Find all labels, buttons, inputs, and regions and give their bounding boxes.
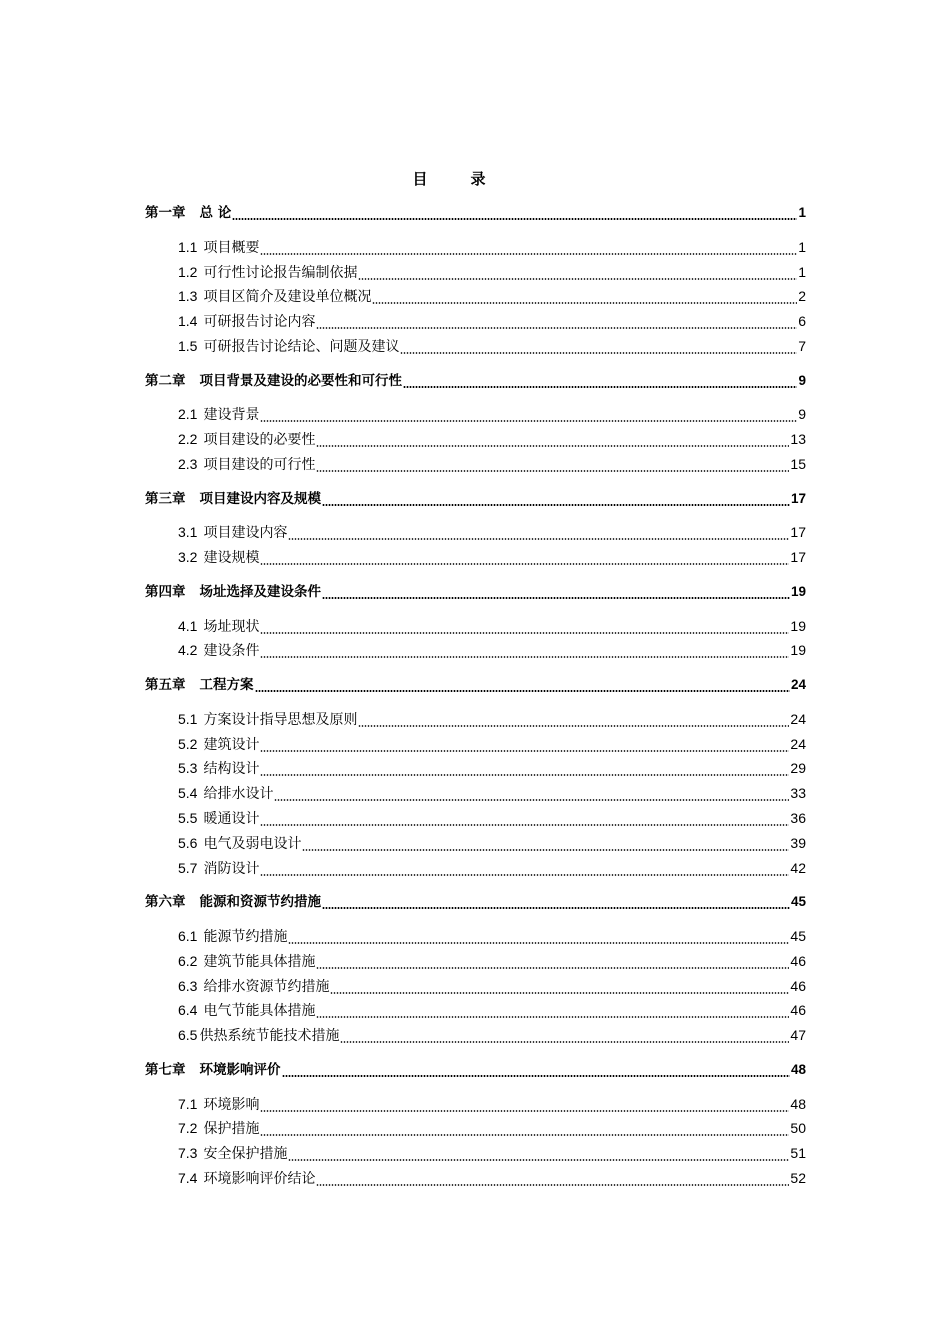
toc-dot-leader xyxy=(322,597,790,599)
toc-entry-title: 可研报告讨论结论、问题及建议 xyxy=(203,339,400,355)
toc-section-entry[interactable] xyxy=(178,1117,806,1139)
toc-entry-title: 消防设计 xyxy=(203,860,260,877)
toc-dot-leader xyxy=(400,352,797,354)
toc-section-entry[interactable] xyxy=(178,1093,806,1115)
toc-dot-leader xyxy=(302,849,789,851)
toc-section-entry[interactable] xyxy=(178,453,806,475)
toc-entry-number: 2.2 xyxy=(178,431,198,448)
toc-entry-title: 建设背景 xyxy=(203,407,260,424)
toc-dot-leader xyxy=(260,632,789,634)
toc-chapter-entry[interactable] xyxy=(145,674,806,696)
toc-entry-number: 7.1 xyxy=(178,1095,198,1112)
toc-dot-leader xyxy=(330,992,789,994)
toc-entry-title: 场址现状 xyxy=(203,618,260,635)
toc-entry-number: 5.4 xyxy=(178,785,198,802)
toc-chapter-entry[interactable] xyxy=(145,891,806,913)
toc-section-entry[interactable] xyxy=(178,615,806,637)
toc-section-entry[interactable] xyxy=(178,1142,806,1164)
toc-entry-title: 建设规模 xyxy=(203,550,260,567)
toc-dot-leader xyxy=(232,218,797,220)
toc-page-number: 19 xyxy=(790,583,806,599)
toc-dot-leader xyxy=(403,386,797,388)
toc-entry-title: 电气节能具体措施 xyxy=(203,1003,316,1020)
toc-section-entry[interactable] xyxy=(178,950,806,972)
toc-chapter-entry[interactable] xyxy=(145,581,806,603)
toc-section-entry[interactable] xyxy=(178,639,806,661)
toc-dot-leader xyxy=(260,1110,789,1112)
toc-entry-number: 第五章 xyxy=(145,677,186,693)
toc-page-number: 19 xyxy=(790,642,806,659)
toc-entry-title: 项目区简介及建设单位概况 xyxy=(203,289,372,306)
toc-page-number: 19 xyxy=(790,617,806,634)
toc-page-number: 46 xyxy=(790,1002,806,1019)
toc-page-number: 13 xyxy=(790,431,806,448)
toc-dot-leader xyxy=(260,774,789,776)
toc-dot-leader xyxy=(288,1159,789,1161)
toc-entry-title: 建设条件 xyxy=(203,643,260,660)
toc-entry-title: 环境影响评价 xyxy=(199,1061,281,1078)
toc-entry-number: 第三章 xyxy=(145,490,186,507)
toc-entry-number: 6.4 xyxy=(178,1002,198,1019)
toc-entry-number: 2.3 xyxy=(178,456,198,472)
toc-dot-leader xyxy=(260,874,789,876)
toc-section-entry[interactable] xyxy=(178,832,806,854)
toc-dot-leader xyxy=(260,656,789,658)
toc-section-entry[interactable] xyxy=(178,1167,806,1189)
toc-page-number: 1 xyxy=(798,205,806,220)
toc-entry-title: 可行性讨论报告编制依据 xyxy=(203,264,358,281)
toc-entry-number: 6.3 xyxy=(178,977,198,994)
toc-page-number: 52 xyxy=(790,1170,806,1186)
toc-section-entry[interactable] xyxy=(178,521,806,543)
toc-entry-number: 5.3 xyxy=(178,760,198,777)
toc-entry-number: 5.5 xyxy=(178,810,198,826)
toc-page-number: 42 xyxy=(790,859,806,876)
toc-page-number: 9 xyxy=(798,372,806,388)
toc-entry-number: 6.5 xyxy=(178,1027,198,1044)
toc-dot-leader xyxy=(260,253,797,255)
toc-page-number: 9 xyxy=(798,406,806,423)
toc-page-number: 48 xyxy=(790,1061,806,1077)
toc-page-number: 17 xyxy=(790,524,806,541)
toc-dot-leader xyxy=(358,278,797,280)
toc-entry-number: 1.3 xyxy=(178,288,198,305)
toc-entry-number: 5.6 xyxy=(178,834,198,851)
toc-page-number: 46 xyxy=(790,977,806,994)
toc-dot-leader xyxy=(322,907,790,909)
toc-entry-number: 5.7 xyxy=(178,859,198,876)
toc-entry-title: 项目建设内容 xyxy=(203,525,288,542)
toc-page-number: 29 xyxy=(790,760,806,777)
toc-section-entry[interactable] xyxy=(178,285,806,307)
toc-entry-number: 1.1 xyxy=(178,238,198,255)
toc-dot-leader xyxy=(322,504,790,506)
toc-page-number: 48 xyxy=(790,1095,806,1112)
toc-section-entry[interactable] xyxy=(178,428,806,450)
toc-section-entry[interactable] xyxy=(178,236,806,258)
toc-page-number: 45 xyxy=(790,894,806,910)
toc-entry-number: 第四章 xyxy=(145,583,186,600)
toc-dot-leader xyxy=(316,1184,789,1186)
toc-dot-leader xyxy=(288,538,789,540)
toc-page-number: 46 xyxy=(790,952,806,969)
toc-dot-leader xyxy=(255,690,790,692)
toc-entry-title: 项目建设的可行性 xyxy=(203,457,316,473)
toc-page-number: 33 xyxy=(790,785,806,802)
toc-page-number: 45 xyxy=(790,928,806,944)
toc-dot-leader xyxy=(316,1016,789,1018)
toc-entry-title: 环境影响 xyxy=(203,1096,260,1113)
toc-dot-leader xyxy=(316,445,789,447)
toc-entry-number: 第二章 xyxy=(145,372,186,389)
toc-chapter-entry[interactable] xyxy=(145,202,806,224)
toc-section-entry[interactable] xyxy=(178,857,806,879)
toc-section-entry[interactable] xyxy=(178,1024,806,1046)
toc-dot-leader xyxy=(316,967,789,969)
toc-entry-title: 给排水资源节约措施 xyxy=(203,978,330,995)
toc-page-number: 17 xyxy=(790,549,806,566)
toc-chapter-entry[interactable] xyxy=(145,488,806,510)
toc-entry-title: 暖通设计 xyxy=(203,811,260,827)
toc-section-entry[interactable] xyxy=(178,807,806,829)
toc-entry-number: 1.5 xyxy=(178,338,198,354)
toc-section-entry[interactable] xyxy=(178,975,806,997)
toc-page-number: 24 xyxy=(790,710,806,727)
toc-entry-title: 保护措施 xyxy=(203,1121,260,1138)
toc-page-number: 50 xyxy=(790,1120,806,1137)
toc-entry-number: 5.2 xyxy=(178,735,198,752)
toc-dot-leader xyxy=(282,1075,790,1077)
toc-section-entry[interactable] xyxy=(178,733,806,755)
toc-entry-number: 1.2 xyxy=(178,263,198,280)
toc-page-number: 1 xyxy=(798,238,806,255)
toc-section-entry[interactable] xyxy=(178,925,806,947)
toc-page-number: 36 xyxy=(790,810,806,826)
toc-dot-leader xyxy=(260,420,797,422)
toc-entry-number: 6.1 xyxy=(178,928,198,944)
toc-entry-title: 项目概要 xyxy=(203,239,260,256)
toc-entry-number: 1.4 xyxy=(178,313,198,330)
toc-page-number: 51 xyxy=(790,1145,806,1162)
toc-entry-number: 4.1 xyxy=(178,617,198,634)
toc-chapter-entry[interactable] xyxy=(145,1059,806,1081)
toc-dot-leader xyxy=(260,1134,789,1136)
toc-dot-leader xyxy=(274,799,789,801)
toc-dot-leader xyxy=(340,1041,789,1043)
toc-entry-title: 可研报告讨论内容 xyxy=(203,314,316,331)
toc-entry-title: 结构设计 xyxy=(203,761,260,778)
toc-dot-leader xyxy=(372,302,797,304)
toc-page-number: 17 xyxy=(790,490,806,506)
toc-entry-number: 3.2 xyxy=(178,549,198,566)
toc-section-entry[interactable] xyxy=(178,335,806,357)
toc-entry-number: 7.2 xyxy=(178,1120,198,1137)
toc-dot-leader xyxy=(316,327,797,329)
toc-entry-number: 第一章 xyxy=(145,205,186,221)
toc-entry-title: 给排水设计 xyxy=(203,786,274,803)
toc-page-number: 6 xyxy=(798,313,806,330)
toc-entry-number: 第六章 xyxy=(145,894,186,911)
toc-section-entry[interactable] xyxy=(178,310,806,332)
toc-dot-leader xyxy=(260,563,789,565)
toc-dot-leader xyxy=(260,824,789,826)
toc-page-number: 24 xyxy=(790,735,806,752)
toc-entry-number: 6.2 xyxy=(178,952,198,969)
toc-entry-title: 建筑设计 xyxy=(203,736,260,753)
toc-entry-title: 项目建设内容及规模 xyxy=(199,490,321,507)
toc-entry-title: 方案设计指导思想及原则 xyxy=(203,711,358,728)
toc-page-number: 15 xyxy=(790,456,806,472)
toc-entry-title: 工程方案 xyxy=(199,677,254,693)
toc-entry-title: 电气及弱电设计 xyxy=(203,835,302,852)
toc-section-entry[interactable] xyxy=(178,403,806,425)
toc-dot-leader xyxy=(288,942,789,944)
toc-entry-number: 4.2 xyxy=(178,642,198,659)
toc-entry-number: 3.1 xyxy=(178,524,198,541)
toc-entry-number: 5.1 xyxy=(178,710,198,727)
toc-page-number: 39 xyxy=(790,834,806,851)
toc-dot-leader xyxy=(316,470,789,472)
toc-section-entry[interactable] xyxy=(178,708,806,730)
toc-entry-title: 总 论 xyxy=(199,205,232,221)
toc-section-entry[interactable] xyxy=(178,546,806,568)
toc-section-entry[interactable] xyxy=(178,782,806,804)
toc-page-number: 1 xyxy=(798,263,806,280)
toc-dot-leader xyxy=(358,725,789,727)
toc-dot-leader xyxy=(260,750,789,752)
toc-page-number: 47 xyxy=(790,1027,806,1044)
toc-title: 目 录 xyxy=(412,170,500,188)
toc-entry-title: 建筑节能具体措施 xyxy=(203,953,316,970)
toc-section-entry[interactable] xyxy=(178,757,806,779)
toc-section-entry[interactable] xyxy=(178,261,806,283)
toc-chapter-entry[interactable] xyxy=(145,370,806,392)
toc-entry-number: 2.1 xyxy=(178,406,198,423)
toc-entry-title: 能源节约措施 xyxy=(203,929,288,945)
toc-page-number: 7 xyxy=(798,338,806,354)
toc-entry-title: 能源和资源节约措施 xyxy=(199,894,321,911)
toc-section-entry[interactable] xyxy=(178,999,806,1021)
toc-page-number: 2 xyxy=(798,288,806,305)
toc-entry-number: 7.4 xyxy=(178,1170,198,1186)
toc-entry-title: 项目背景及建设的必要性和可行性 xyxy=(199,372,402,389)
toc-entry-title: 环境影响评价结论 xyxy=(203,1171,316,1187)
toc-entry-title: 场址选择及建设条件 xyxy=(199,583,321,600)
toc-entry-title: 项目建设的必要性 xyxy=(203,432,316,449)
toc-entry-number: 7.3 xyxy=(178,1145,198,1162)
toc-entry-title: 安全保护措施 xyxy=(203,1146,288,1163)
toc-entry-number: 第七章 xyxy=(145,1061,186,1078)
toc-entry-title: 供热系统节能技术措施 xyxy=(199,1028,340,1045)
toc-page-number: 24 xyxy=(790,677,806,692)
